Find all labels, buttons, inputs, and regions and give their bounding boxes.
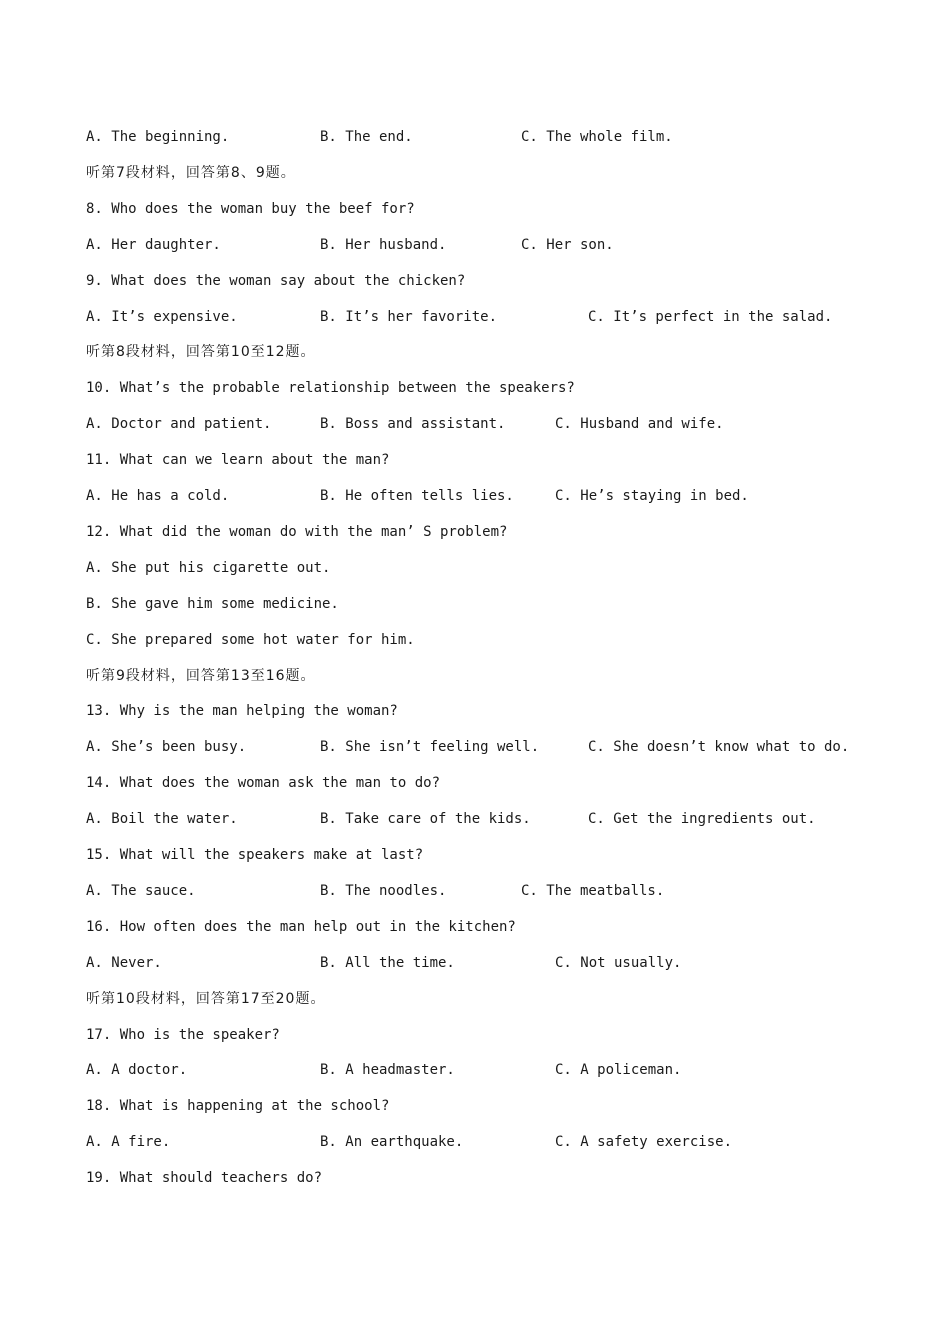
answer-option: A. Never.	[86, 955, 162, 971]
question-text: A. She put his cigarette out.	[86, 560, 331, 576]
answer-option: B. All the time.	[320, 955, 455, 971]
answer-option: A. The sauce.	[86, 883, 196, 899]
section-heading: 听第7段材料，回答第8、9题。	[86, 165, 296, 181]
answer-option: B. The end.	[320, 129, 413, 145]
question-text: C. She prepared some hot water for him.	[86, 632, 415, 648]
answer-option: C. She doesn’t know what to do.	[588, 739, 850, 755]
answer-option: B. Boss and assistant.	[320, 416, 506, 432]
answer-option: C. Get the ingredients out.	[588, 811, 816, 827]
answer-option: B. An earthquake.	[320, 1134, 464, 1150]
section-heading: 听第8段材料，回答第10至12题。	[86, 344, 316, 360]
answer-option: B. Take care of the kids.	[320, 811, 531, 827]
question-text: 16. How often does the man help out in the kitchen?	[86, 919, 516, 935]
question-text: B. She gave him some medicine.	[86, 596, 339, 612]
answer-option: B. Her husband.	[320, 237, 447, 253]
question-text: 9. What does the woman say about the chicken?	[86, 273, 466, 289]
answer-option: A. She’s been busy.	[86, 739, 247, 755]
question-text: 12. What did the woman do with the man’ S problem?	[86, 524, 508, 540]
answer-option: A. He has a cold.	[86, 488, 230, 504]
question-text: 14. What does the woman ask the man to do?	[86, 775, 441, 791]
answer-option: B. He often tells lies.	[320, 488, 514, 504]
answer-option: A. It’s expensive.	[86, 309, 238, 325]
answer-option: A. Doctor and patient.	[86, 416, 272, 432]
question-text: 15. What will the speakers make at last?	[86, 847, 424, 863]
answer-option: A. Boil the water.	[86, 811, 238, 827]
answer-option: A. A doctor.	[86, 1062, 188, 1078]
question-text: 19. What should teachers do?	[86, 1170, 323, 1186]
answer-option: B. A headmaster.	[320, 1062, 455, 1078]
answer-option: A. The beginning.	[86, 129, 230, 145]
answer-option: C. A policeman.	[555, 1062, 682, 1078]
answer-option: C. A safety exercise.	[555, 1134, 733, 1150]
question-text: 11. What can we learn about the man?	[86, 452, 390, 468]
question-text: 18. What is happening at the school?	[86, 1098, 390, 1114]
answer-option: A. Her daughter.	[86, 237, 221, 253]
answer-option: B. The noodles.	[320, 883, 447, 899]
section-heading: 听第10段材料，回答第17至20题。	[86, 991, 326, 1007]
answer-option: B. She isn’t feeling well.	[320, 739, 540, 755]
answer-option: C. He’s staying in bed.	[555, 488, 749, 504]
section-heading: 听第9段材料，回答第13至16题。	[86, 668, 316, 684]
question-text: 17. Who is the speaker?	[86, 1027, 280, 1043]
answer-option: B. It’s her favorite.	[320, 309, 498, 325]
question-text: 13. Why is the man helping the woman?	[86, 703, 398, 719]
answer-option: C. Not usually.	[555, 955, 682, 971]
answer-option: C. The whole film.	[521, 129, 673, 145]
answer-option: C. It’s perfect in the salad.	[588, 309, 833, 325]
answer-option: C. Her son.	[521, 237, 614, 253]
answer-option: C. The meatballs.	[521, 883, 665, 899]
question-text: 10. What’s the probable relationship between the speakers?	[86, 380, 575, 396]
answer-option: C. Husband and wife.	[555, 416, 724, 432]
question-text: 8. Who does the woman buy the beef for?	[86, 201, 415, 217]
answer-option: A. A fire.	[86, 1134, 171, 1150]
